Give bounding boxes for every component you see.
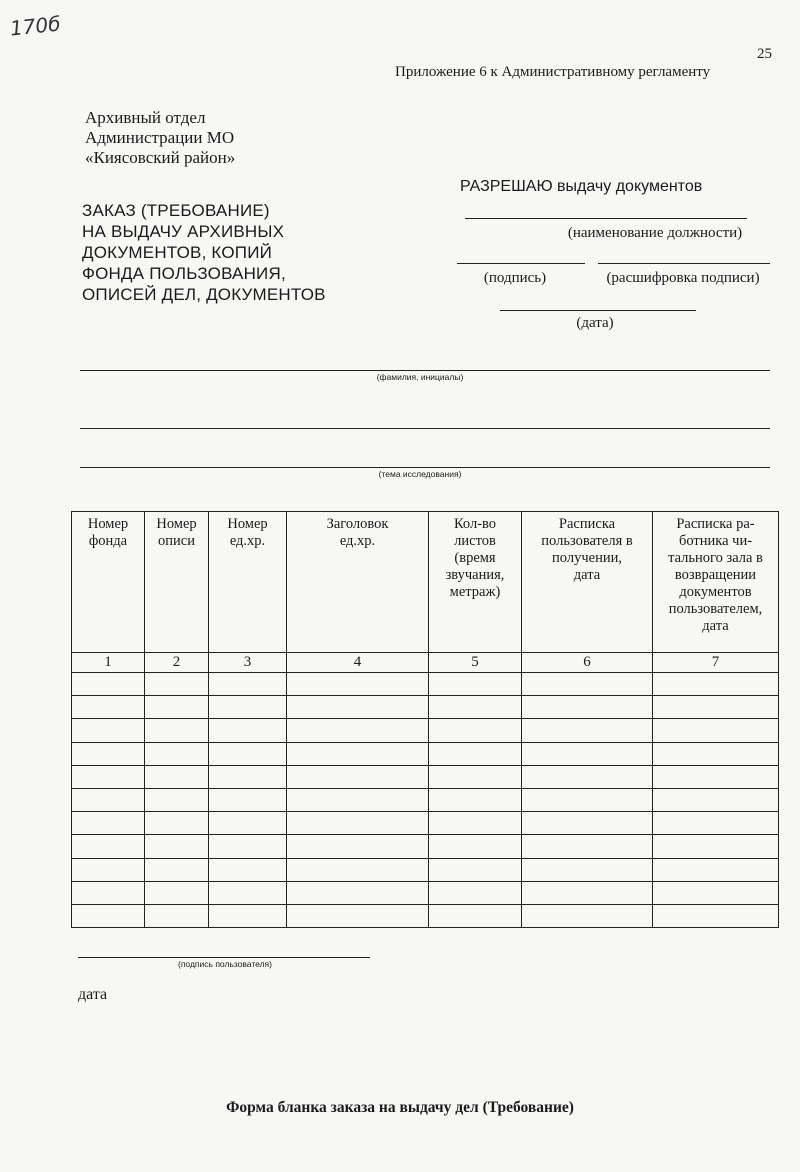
table-cell[interactable] (145, 696, 209, 719)
topic-caption: (тема исследования) (378, 469, 462, 479)
header-user-receipt: Расписка пользователя в получении, дата (522, 512, 653, 653)
table-cell[interactable] (145, 765, 209, 788)
table-cell[interactable] (145, 742, 209, 765)
table-cell[interactable] (209, 696, 287, 719)
table-cell[interactable] (72, 788, 145, 811)
table-cell[interactable] (287, 835, 429, 858)
table-cell[interactable] (209, 788, 287, 811)
table-cell[interactable] (72, 673, 145, 696)
table-row (72, 904, 779, 927)
column-number: 6 (522, 653, 653, 673)
table-cell[interactable] (429, 904, 522, 927)
bottom-date-label: дата (78, 986, 108, 1003)
column-number: 5 (429, 653, 522, 673)
position-caption: (наименование должности) (567, 225, 743, 241)
table-cell[interactable] (653, 719, 779, 742)
table-cell[interactable] (72, 719, 145, 742)
table-cell[interactable] (653, 788, 779, 811)
table-cell[interactable] (429, 765, 522, 788)
table-cell[interactable] (429, 742, 522, 765)
table-cell[interactable] (429, 696, 522, 719)
table-cell[interactable] (429, 881, 522, 904)
table-cell[interactable] (522, 835, 653, 858)
user-signature-line[interactable] (78, 957, 370, 958)
table-cell[interactable] (145, 719, 209, 742)
table-header-row (72, 512, 779, 653)
position-line[interactable] (465, 218, 747, 219)
table-cell[interactable] (653, 858, 779, 881)
date-line[interactable] (500, 310, 696, 311)
header-storage-unit-number: Номер ед.хр. (209, 512, 287, 653)
table-cell[interactable] (522, 904, 653, 927)
table-cell[interactable] (145, 835, 209, 858)
name-line[interactable] (80, 370, 770, 371)
table-row (72, 742, 779, 765)
table-cell[interactable] (145, 788, 209, 811)
signature-line[interactable] (457, 263, 585, 264)
order-title-line: ЗАКАЗ (ТРЕБОВАНИЕ) (82, 201, 270, 220)
table-cell[interactable] (429, 835, 522, 858)
organization-line: Администрации МО (85, 128, 235, 147)
table-row (72, 835, 779, 858)
column-number: 3 (209, 653, 287, 673)
column-number-row (72, 653, 779, 673)
order-title-line: ОПИСЕЙ ДЕЛ, ДОКУМЕНТОВ (82, 285, 326, 304)
table-cell[interactable] (522, 812, 653, 835)
header-inventory-number: Номер описи (145, 512, 209, 653)
header-fund-number: Номер фонда (72, 512, 145, 653)
table-cell[interactable] (145, 858, 209, 881)
table-cell[interactable] (653, 742, 779, 765)
table-row (72, 696, 779, 719)
table-cell[interactable] (145, 881, 209, 904)
table-cell[interactable] (522, 881, 653, 904)
table-cell[interactable] (72, 742, 145, 765)
table-cell[interactable] (429, 858, 522, 881)
table-cell[interactable] (72, 835, 145, 858)
table-cell[interactable] (429, 719, 522, 742)
user-signature-caption: (подпись пользователя) (178, 959, 272, 969)
table-cell[interactable] (287, 812, 429, 835)
column-number: 7 (653, 653, 779, 673)
table-row (72, 765, 779, 788)
table-cell[interactable] (522, 673, 653, 696)
date-caption: (дата) (576, 315, 614, 331)
table-cell[interactable] (287, 696, 429, 719)
table-cell[interactable] (653, 881, 779, 904)
organization-line: «Киясовский район» (85, 148, 236, 167)
order-title-line: ДОКУМЕНТОВ, КОПИЙ (82, 243, 273, 262)
handwritten-sheet-number: 170б (8, 11, 62, 41)
appendix-note: Приложение 6 к Административному регламенту (395, 64, 711, 80)
table-cell[interactable] (209, 904, 287, 927)
table-cell[interactable] (209, 673, 287, 696)
table-row (72, 788, 779, 811)
column-number: 1 (72, 653, 145, 673)
signature-decode-line[interactable] (598, 263, 770, 264)
table-cell[interactable] (522, 719, 653, 742)
table-row (72, 881, 779, 904)
topic-line-1[interactable] (80, 428, 770, 429)
table-cell[interactable] (429, 673, 522, 696)
organization-block (85, 108, 235, 168)
table-cell[interactable] (72, 904, 145, 927)
table-cell[interactable] (522, 696, 653, 719)
table-cell[interactable] (522, 742, 653, 765)
header-sheet-count: Кол-во листов (время звучания, метраж) (429, 512, 522, 653)
blank-rows (72, 673, 779, 928)
table-cell[interactable] (72, 858, 145, 881)
signature-decode-caption: (расшифровка подписи) (606, 270, 760, 286)
table-cell[interactable] (145, 673, 209, 696)
table-cell[interactable] (287, 765, 429, 788)
table-cell[interactable] (72, 696, 145, 719)
table-cell[interactable] (522, 765, 653, 788)
form-caption: Форма бланка заказа на выдачу дел (Требование) (226, 1099, 574, 1116)
table-cell[interactable] (287, 788, 429, 811)
topic-line-2[interactable] (80, 467, 770, 468)
column-number: 4 (287, 653, 429, 673)
table-cell[interactable] (287, 881, 429, 904)
header-storage-unit-title: Заголовок ед.хр. (287, 512, 429, 653)
order-table (71, 511, 779, 928)
table-cell[interactable] (429, 788, 522, 811)
table-cell[interactable] (72, 881, 145, 904)
table-row (72, 812, 779, 835)
table-row (72, 858, 779, 881)
table-cell[interactable] (287, 742, 429, 765)
table-cell[interactable] (209, 835, 287, 858)
table-cell[interactable] (287, 904, 429, 927)
approval-heading: РАЗРЕШАЮ выдачу документов (460, 178, 703, 195)
table-cell[interactable] (287, 673, 429, 696)
table-cell[interactable] (209, 742, 287, 765)
table-row (72, 673, 779, 696)
table-cell[interactable] (287, 858, 429, 881)
order-title-line: ФОНДА ПОЛЬЗОВАНИЯ, (82, 264, 286, 283)
table-cell[interactable] (209, 812, 287, 835)
table-cell[interactable] (653, 765, 779, 788)
table-cell[interactable] (145, 904, 209, 927)
order-title (82, 200, 326, 305)
table-row (72, 719, 779, 742)
column-number: 2 (145, 653, 209, 673)
table-cell[interactable] (145, 812, 209, 835)
table-cell[interactable] (209, 719, 287, 742)
table-cell[interactable] (653, 835, 779, 858)
table-cell[interactable] (209, 858, 287, 881)
table-cell[interactable] (653, 673, 779, 696)
table-cell[interactable] (522, 858, 653, 881)
table-cell[interactable] (209, 881, 287, 904)
table-cell[interactable] (72, 765, 145, 788)
table-cell[interactable] (653, 904, 779, 927)
organization-line: Архивный отдел (85, 108, 206, 127)
signature-caption: (подпись) (483, 270, 547, 286)
table-cell[interactable] (287, 719, 429, 742)
table-cell[interactable] (72, 812, 145, 835)
table-cell[interactable] (522, 788, 653, 811)
page-number: 25 (757, 46, 772, 62)
table-cell[interactable] (209, 765, 287, 788)
header-staff-return-receipt: Расписка ра- ботника чи- тального зала в возвращении документов пользователем, дата (653, 512, 779, 653)
name-caption: (фамилия, инициалы) (376, 372, 464, 382)
table-cell[interactable] (653, 812, 779, 835)
order-title-line: НА ВЫДАЧУ АРХИВНЫХ (82, 222, 285, 241)
table-cell[interactable] (429, 812, 522, 835)
table-cell[interactable] (653, 696, 779, 719)
